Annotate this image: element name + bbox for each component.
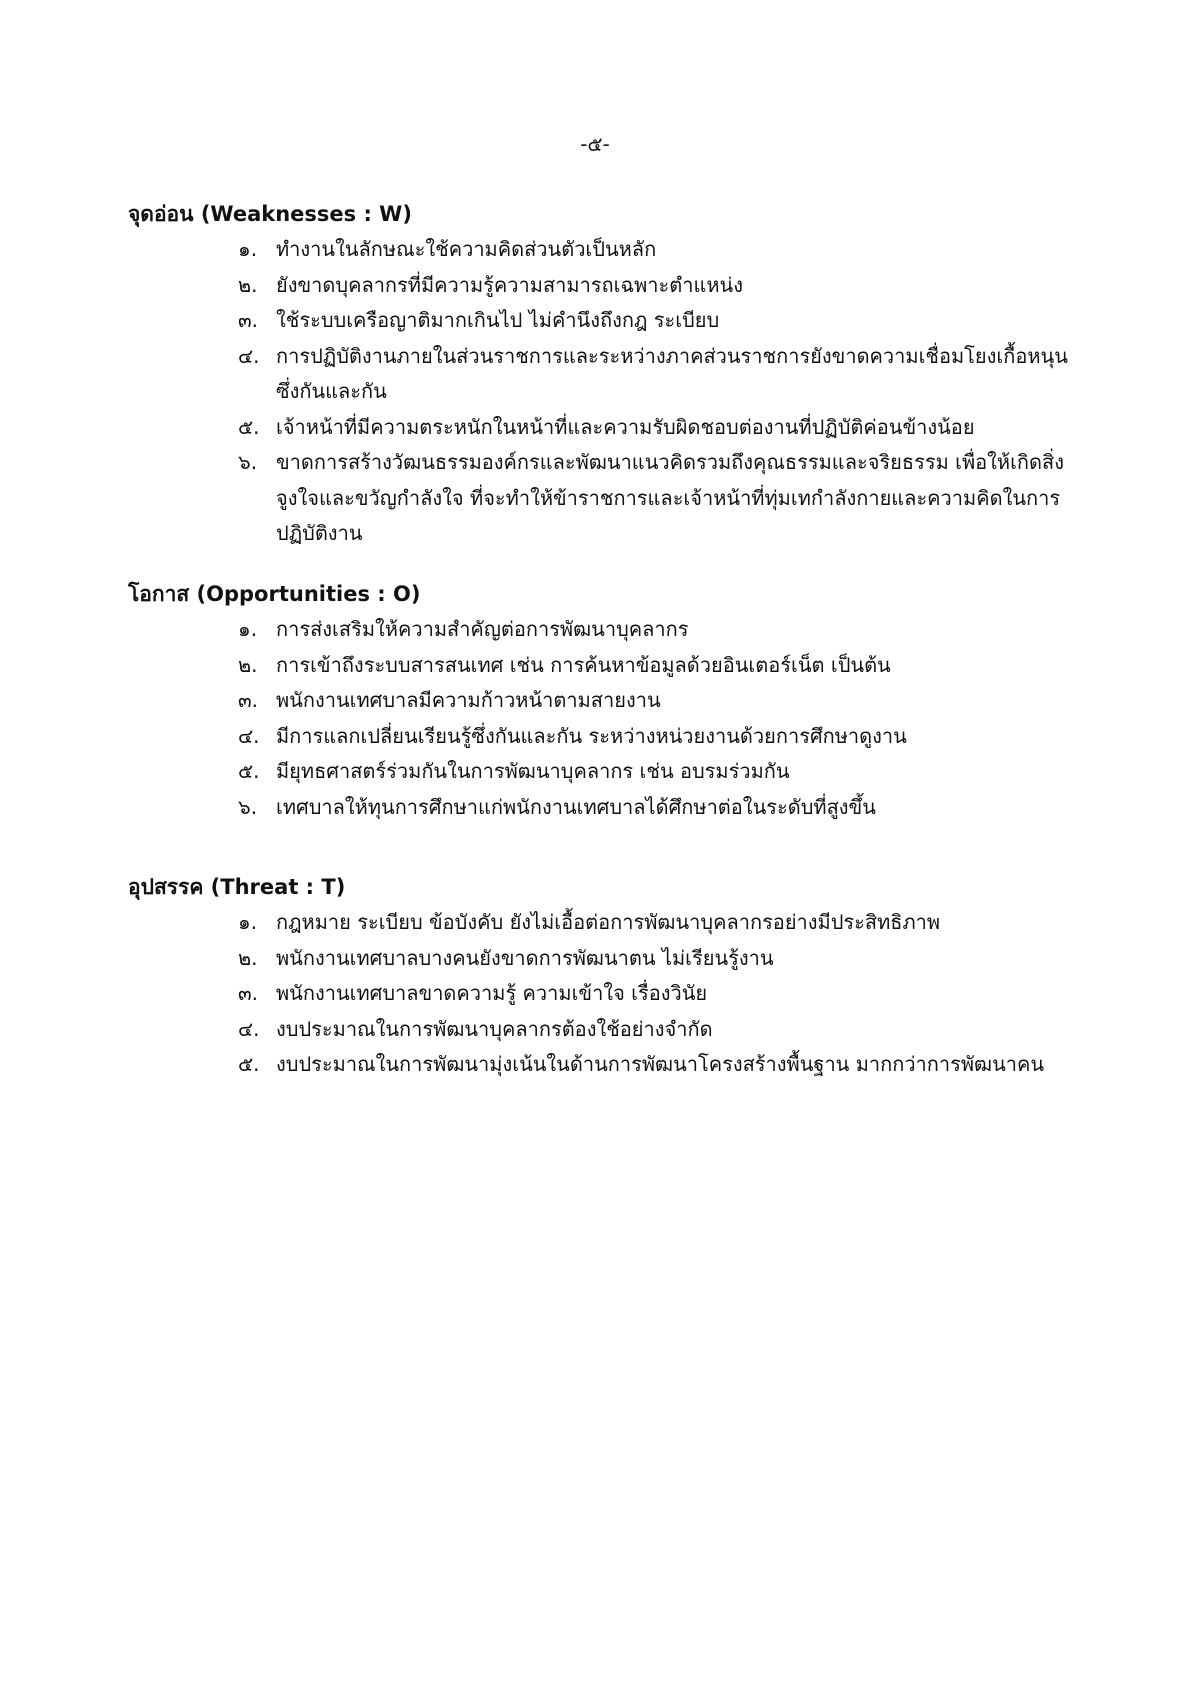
- item-text: มีการแลกเปลี่ยนเรียนรู้ซึ่งกันและกัน ระหว่างหน่วยงานด้วยการศึกษาดูงาน: [276, 723, 907, 748]
- list-item: [128, 410, 1088, 446]
- list-item: [128, 303, 1088, 339]
- item-text: ใช้ระบบเครือญาติมากเกินไป ไม่คำนึงถึงกฎ ระเบียบ: [276, 308, 720, 332]
- list-item: [128, 268, 1088, 304]
- item-text: การปฏิบัติงานภายในส่วนราชการและระหว่างภาคส่วนราชการยังขาดความเชื่อมโยงเกื้อหนุนซึ่งกันและกัน: [276, 343, 1068, 403]
- list-item: [128, 976, 1088, 1012]
- page-number: -๕-: [580, 132, 610, 156]
- item-number: ๓.: [238, 981, 259, 1005]
- list-item: [128, 648, 1088, 684]
- item-text: พนักงานเทศบาลมีความก้าวหน้าตามสายงาน: [276, 688, 661, 712]
- item-number: ๕.: [238, 414, 260, 439]
- item-text: กฎหมาย ระเบียบ ข้อบังคับ ยังไม่เอื้อต่อการพัฒนาบุคลากรอย่างมีประสิทธิภาพ: [276, 910, 941, 934]
- item-number: ๔.: [238, 343, 260, 368]
- list-item: [128, 905, 1088, 941]
- threats-section: [128, 869, 1088, 1083]
- opportunities-list: [128, 612, 1088, 825]
- item-text: ทำงานในลักษณะใช้ความคิดส่วนตัวเป็นหลัก: [276, 237, 657, 261]
- threats-list: [128, 905, 1088, 1083]
- item-number: ๖.: [238, 450, 258, 474]
- item-number: ๕.: [238, 759, 260, 783]
- item-text: การส่งเสริมให้ความสำคัญต่อการพัฒนาบุคลากร: [276, 617, 689, 641]
- list-item: [128, 339, 1088, 410]
- list-item: [128, 445, 1088, 552]
- item-number: ๒.: [238, 652, 258, 677]
- list-item: [128, 1012, 1088, 1048]
- list-item: [128, 232, 1088, 268]
- list-item: [128, 719, 1088, 755]
- opportunities-section: [128, 576, 1088, 825]
- item-number: ๕.: [238, 1052, 260, 1076]
- weaknesses-list: [128, 232, 1088, 552]
- item-text: ขาดการสร้างวัฒนธรรมองค์กรและพัฒนาแนวคิดรวมถึงคุณธรรมและจริยธรรม เพื่อให้เกิดสิ่งจูงใจและขวัญกำลังใจ ที่จะทำให้ข้าราชการและเจ้าหน้าที่ทุ่มเทกำลังกายและความคิดในการปฏิบัติงาน: [276, 450, 1064, 545]
- list-item: [128, 612, 1088, 648]
- item-number: ๑.: [238, 237, 258, 261]
- item-number: ๓.: [238, 688, 259, 712]
- item-number: ๖.: [238, 794, 258, 819]
- item-text: เทศบาลให้ทุนการศึกษาแก่พนักงานเทศบาลได้ศึกษาต่อในระดับที่สูงขึ้น: [276, 794, 876, 819]
- list-item: [128, 941, 1088, 977]
- item-text: มียุทธศาสตร์ร่วมกันในการพัฒนาบุคลากร เช่น อบรมร่วมกัน: [276, 759, 790, 783]
- item-text: งบประมาณในการพัฒนามุ่งเน้นในด้านการพัฒนาโครงสร้างพื้นฐาน มากกว่าการพัฒนาคน: [276, 1052, 1045, 1076]
- item-number: ๑.: [238, 910, 258, 934]
- list-item: [128, 754, 1088, 790]
- item-text: ยังขาดบุคลากรที่มีความรู้ความสามารถเฉพาะตำแหน่ง: [276, 272, 743, 297]
- item-text: พนักงานเทศบาลบางคนยังขาดการพัฒนาตน ไม่เรียนรู้งาน: [276, 945, 774, 970]
- item-number: ๒.: [238, 272, 258, 297]
- threats-title: อุปสรรค (Threat : T): [128, 875, 346, 899]
- list-item: [128, 790, 1088, 826]
- list-item: [128, 683, 1088, 719]
- item-number: ๔.: [238, 723, 260, 748]
- item-text: งบประมาณในการพัฒนาบุคลากรต้องใช้อย่างจำกัด: [276, 1016, 713, 1041]
- item-number: ๑.: [238, 617, 258, 641]
- weaknesses-section: [128, 196, 1088, 552]
- opportunities-title: โอกาส (Opportunities : O): [128, 582, 421, 606]
- item-number: ๓.: [238, 308, 259, 332]
- list-item: [128, 1047, 1088, 1083]
- item-text: พนักงานเทศบาลขาดความรู้ ความเข้าใจ เรื่องวินัย: [276, 981, 708, 1005]
- weaknesses-title: จุดอ่อน (Weaknesses : W): [128, 202, 412, 226]
- item-number: ๔.: [238, 1016, 260, 1041]
- item-text: การเข้าถึงระบบสารสนเทศ เช่น การค้นหาข้อมูลด้วยอินเตอร์เน็ต เป็นต้น: [276, 652, 891, 677]
- item-number: ๒.: [238, 945, 258, 970]
- item-text: เจ้าหน้าที่มีความตระหนักในหน้าที่และความรับผิดชอบต่องานที่ปฏิบัติค่อนข้างน้อย: [276, 414, 975, 439]
